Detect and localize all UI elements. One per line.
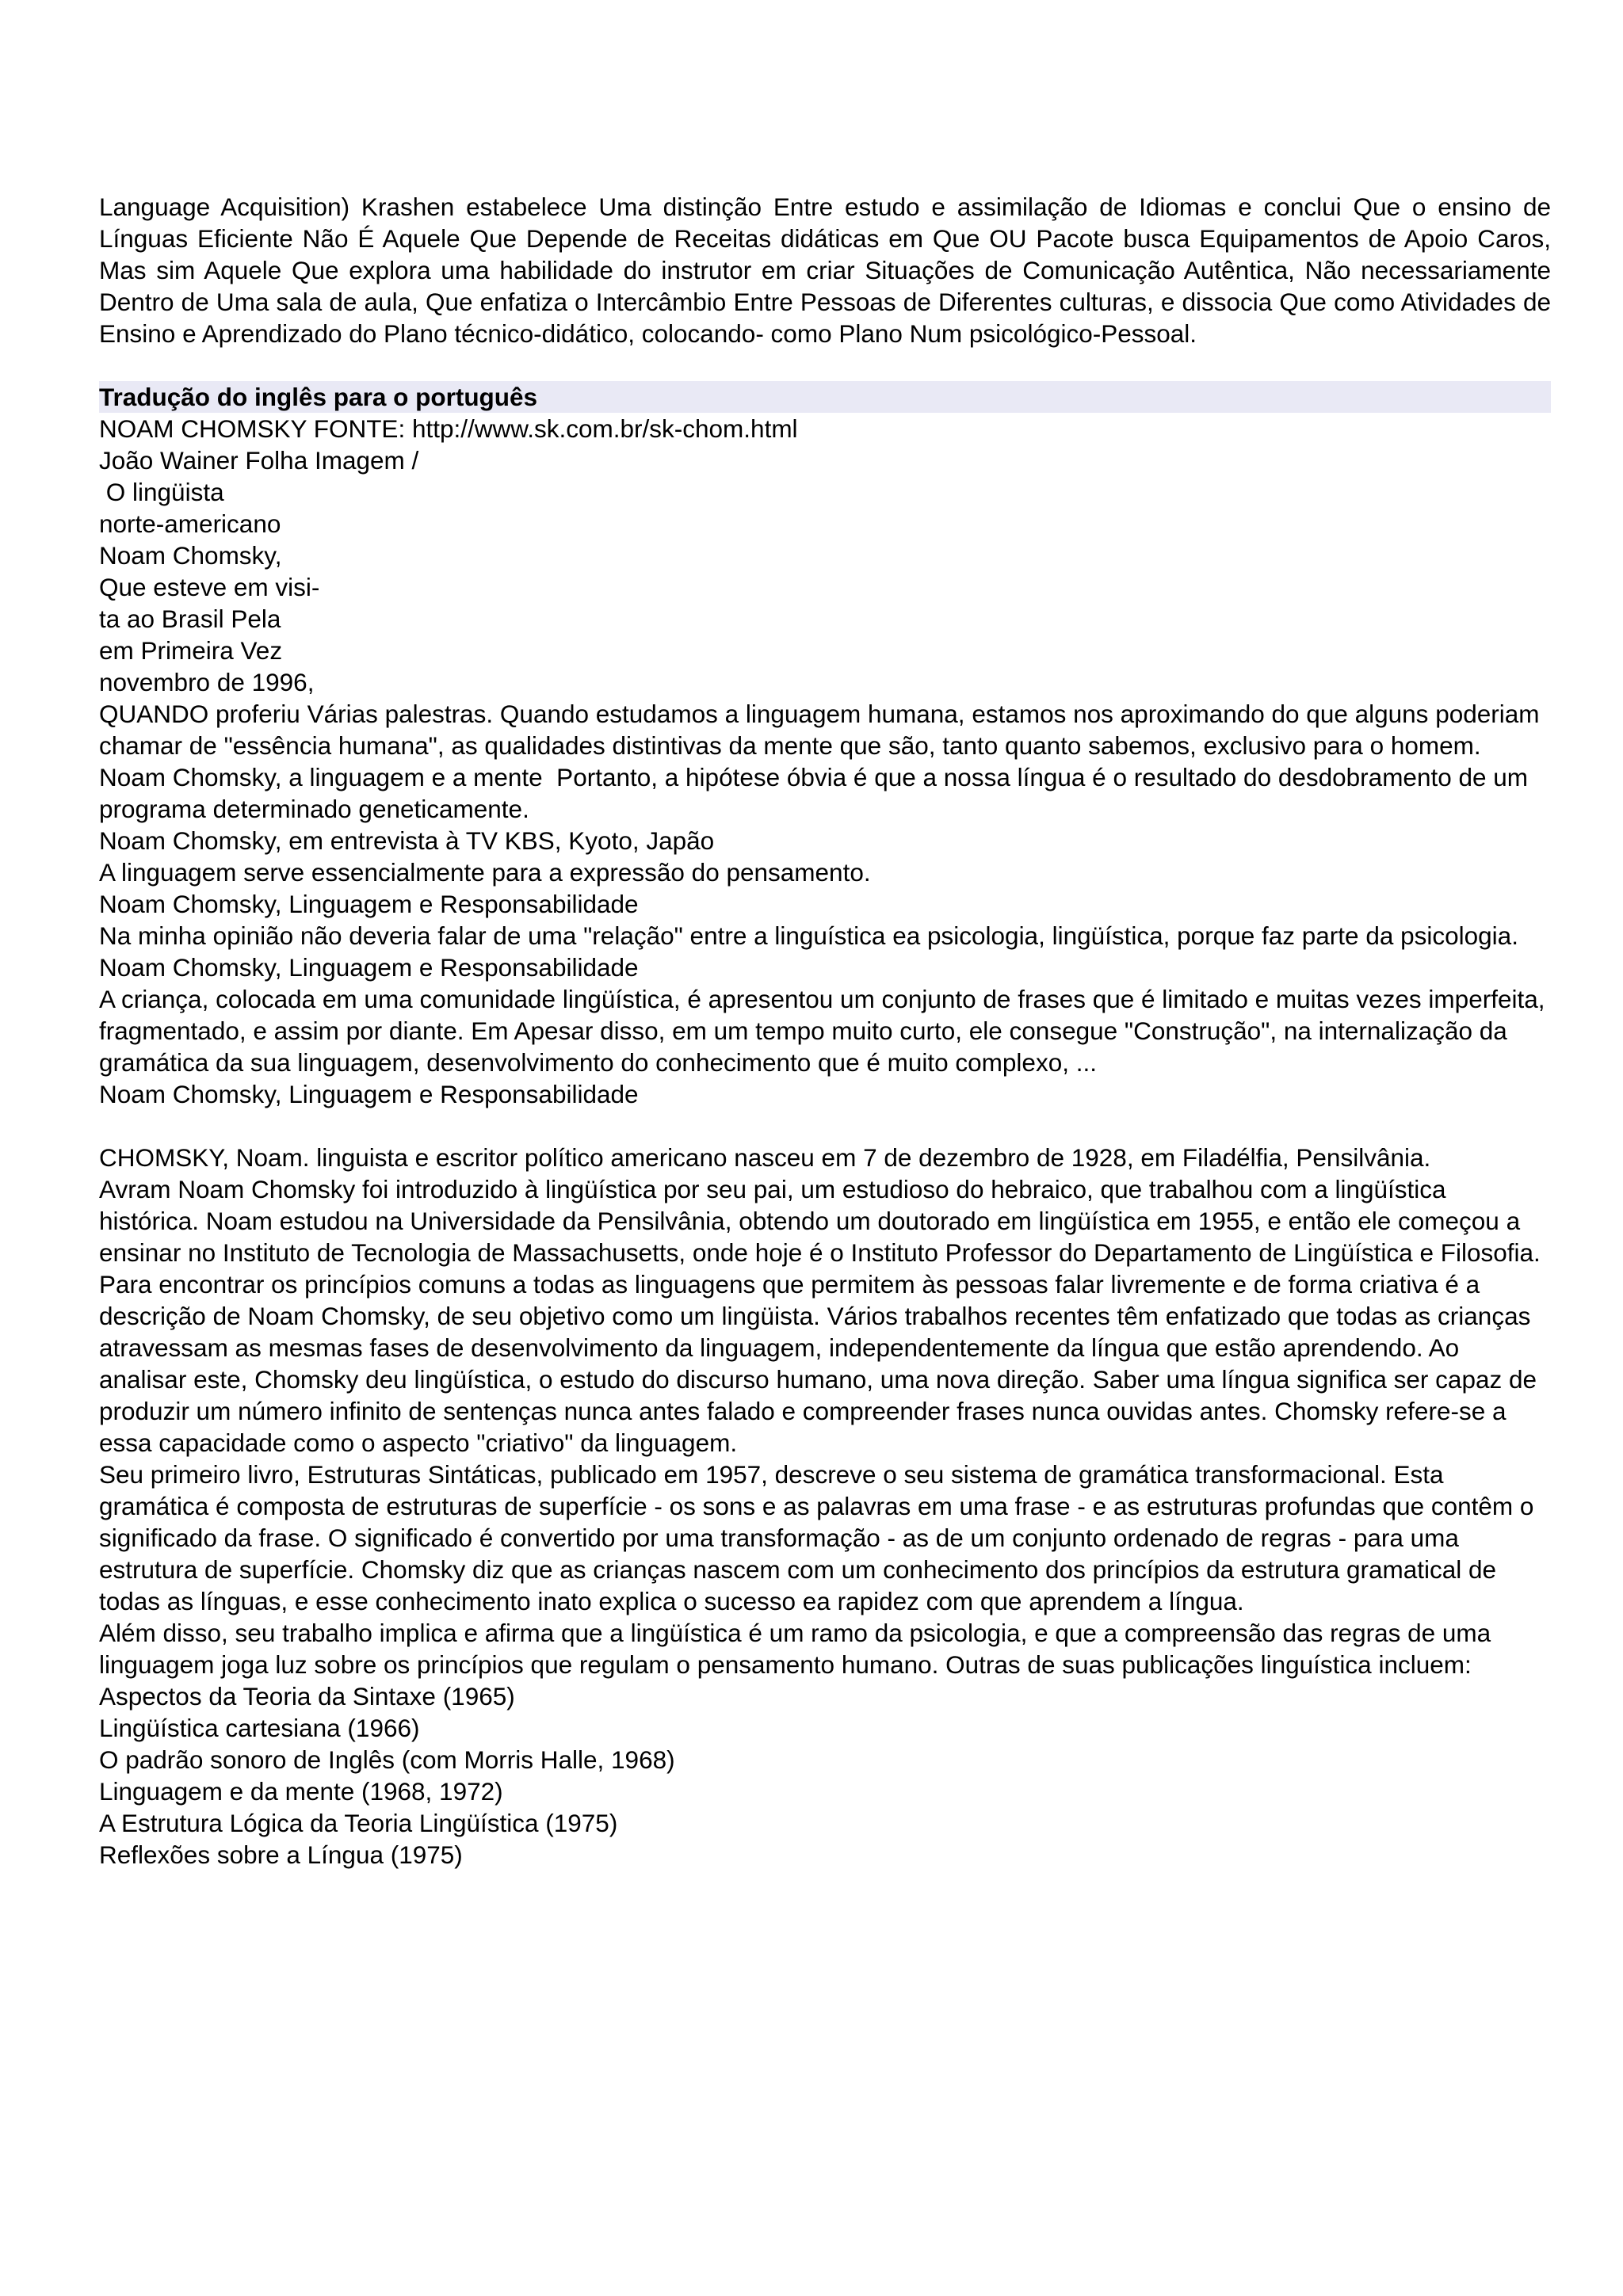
bio-paragraph: CHOMSKY, Noam. linguista e escritor político americano nasceu em 7 de dezembro de 1928, em Filadélfia, Pensilvânia. [99, 1143, 1431, 1172]
bio-paragraph: Seu primeiro livro, Estruturas Sintáticas, publicado em 1957, descreve o seu sistema de gramática transformacional. Esta gramática é composta de estruturas de superfície - os sons e as palavras em uma frase - e as estruturas profundas que contêm o significado da frase. O significado é convertido por uma transformação - as de um conjunto ordenado de regras - para uma estrutura de superfície. Chomsky diz que as crianças nascem com um conhecimento dos princípios da estrutura gramatical de todas as línguas, e esse conhecimento inato explica o sucesso ea rapidez com que aprendem a língua. [99, 1460, 1541, 1615]
quote-text: QUANDO proferiu Várias palestras. Quando estudamos a linguagem humana, estamos nos aproximando do que alguns poderiam chamar de "essência humana", as qualidades distintivas da mente que são, tanto quanto sabemos, exclusivo para o homem. [99, 700, 1547, 760]
source-line: novembro de 1996, [99, 668, 315, 696]
publication-item: O padrão sonoro de Inglês (com Morris Halle, 1968) [99, 1745, 675, 1774]
quote-text: Noam Chomsky, a linguagem e a mente Portanto, a hipótese óbvia é que a nossa língua é o resultado do desdobramento de um programa determinado geneticamente. [99, 763, 1535, 823]
spacer [99, 1110, 1551, 1142]
bio-paragraph: Para encontrar os princípios comuns a todas as linguagens que permitem às pessoas falar livremente e de forma criativa é a descrição de Noam Chomsky, de seu objetivo como um lingüista. Vários trabalhos recentes têm enfatizado que todas as crianças atravessam as mesmas fases de desenvolvimento da linguagem, independentemente da língua que estão aprendendo. Ao analisar este, Chomsky deu lingüística, o estudo do discurso humano, uma nova direção. Saber uma língua significa ser capaz de produzir um número infinito de sentenças nunca antes falado e compreender frases nunca ouvidas antes. Chomsky refere-se a essa capacidade como o aspecto "criativo" da linguagem. [99, 1270, 1544, 1457]
bio-paragraph: Além disso, seu trabalho implica e afirma que a lingüística é um ramo da psicologia, e que a compreensão das regras de uma linguagem joga luz sobre os princípios que regulam o pensamento humano. Outras de suas publicações linguística incluem: [99, 1619, 1498, 1679]
quote-attribution: Noam Chomsky, Linguagem e Responsabilidade [99, 1080, 639, 1108]
section-heading: Tradução do inglês para o português [99, 381, 1551, 413]
quote-attribution: Noam Chomsky, Linguagem e Responsabilidade [99, 953, 639, 982]
publication-item: Lingüística cartesiana (1966) [99, 1714, 420, 1742]
source-line: Noam Chomsky, [99, 541, 282, 570]
document-page [99, 191, 1551, 1871]
bio-paragraph: Avram Noam Chomsky foi introduzido à lingüística por seu pai, um estudioso do hebraico, que trabalhou com a lingüística histórica. Noam estudou na Universidade da Pensilvânia, obtendo um doutorado em lingüística em 1955, e então ele começou a ensinar no Instituto de Tecnologia de Massachusetts, onde hoje é o Instituto Professor do Departamento de Lingüística e Filosofia. [99, 1175, 1541, 1267]
quote-text: A linguagem serve essencialmente para a expressão do pensamento. [99, 858, 871, 887]
source-line: ta ao Brasil Pela [99, 605, 281, 633]
quote-attribution: Noam Chomsky, em entrevista à TV KBS, Kyoto, Japão [99, 826, 715, 855]
source-line: O lingüista [99, 478, 224, 506]
source-line: norte-americano [99, 509, 281, 538]
intro-paragraph: Language Acquisition) Krashen estabelece Uma distinção Entre estudo e assimilação de Idiomas e conclui Que o ensino de Línguas Eficiente Não É Aquele Que Depende de Receitas didáticas em Que OU Pacote busca Equipamentos de Apoio Caros, Mas sim Aquele Que explora uma habilidade do instrutor em criar Situações de Comunicação Autêntica, Não necessariamente Dentro de Uma sala de aula, Que enfatiza o Intercâmbio Entre Pessoas de Diferentes culturas, e dissocia Que como Atividades de Ensino e Aprendizado do Plano técnico-didático, colocando- como Plano Num psicológico-Pessoal. [99, 193, 1551, 348]
source-line: NOAM CHOMSKY FONTE: http://www.sk.com.br/sk-chom.html [99, 414, 798, 443]
spacer [99, 349, 1551, 381]
biography-block [99, 1142, 1551, 1680]
source-block [99, 413, 1551, 698]
publications-list [99, 1680, 1551, 1871]
publication-item: Reflexões sobre a Língua (1975) [99, 1840, 463, 1869]
source-line: João Wainer Folha Imagem / [99, 446, 419, 475]
quote-attribution: Noam Chomsky, Linguagem e Responsabilidade [99, 890, 639, 918]
quotes-block [99, 698, 1551, 1110]
quote-text: Na minha opinião não deveria falar de uma "relação" entre a linguística ea psicologia, lingüística, porque faz parte da psicologia. [99, 921, 1518, 950]
quote-text: A criança, colocada em uma comunidade lingüística, é apresentou um conjunto de frases que é limitado e muitas vezes imperfeita, fragmentado, e assim por diante. Em Apesar disso, em um tempo muito curto, ele consegue "Construção", na internalização da gramática da sua linguagem, desenvolvimento do conhecimento que é muito complexo, ... [99, 985, 1552, 1077]
source-line: em Primeira Vez [99, 636, 283, 665]
source-line: Que esteve em visi- [99, 573, 320, 601]
publication-item: Linguagem e da mente (1968, 1972) [99, 1777, 503, 1806]
publication-item: Aspectos da Teoria da Sintaxe (1965) [99, 1682, 515, 1711]
publication-item: A Estrutura Lógica da Teoria Lingüística (1975) [99, 1809, 618, 1837]
